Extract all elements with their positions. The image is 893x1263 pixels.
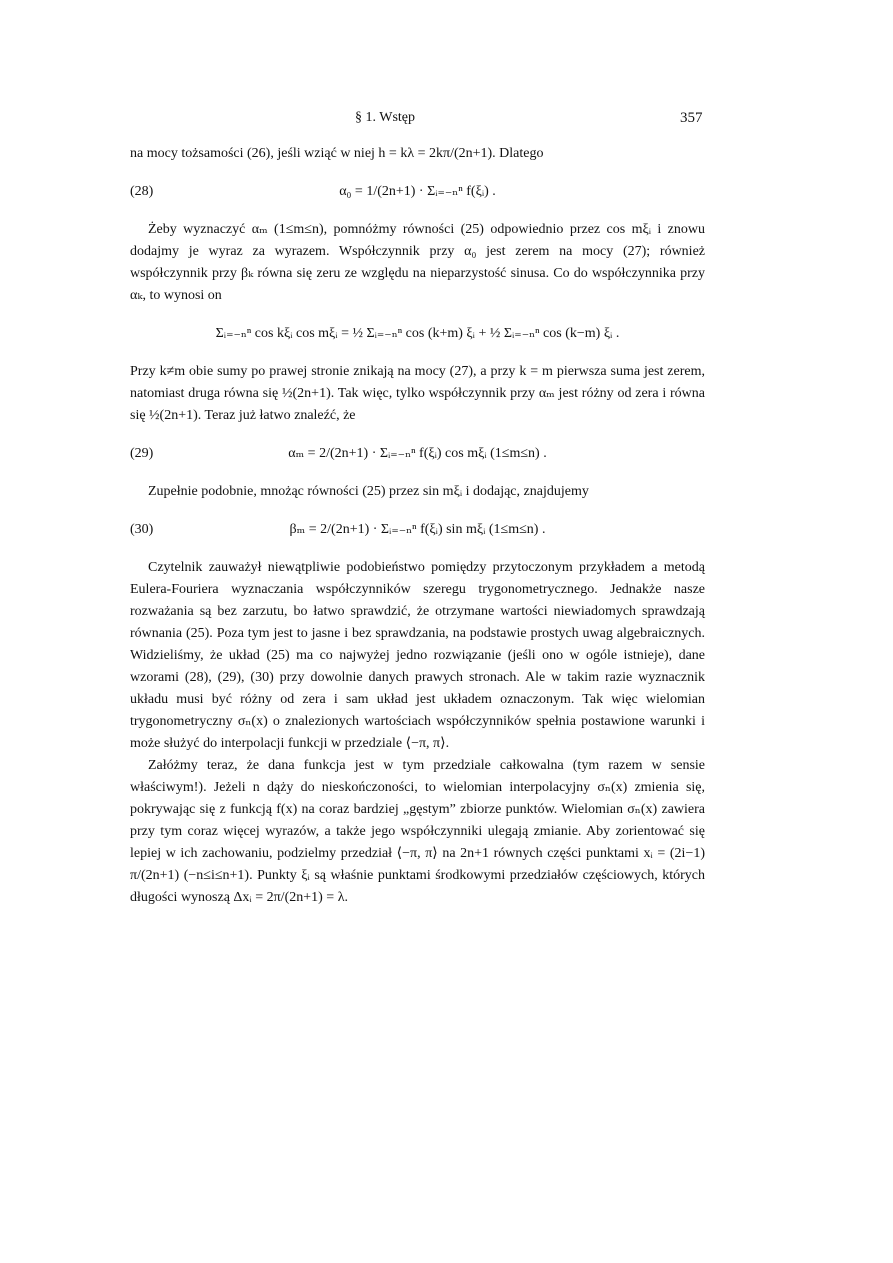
equation-product-sum	[130, 311, 705, 357]
paragraph-1: na mocy tożsamości (26), jeśli wziąć w niej h = kλ = 2kπ/(2n+1). Dlatego	[130, 146, 544, 161]
equation-29	[130, 431, 705, 477]
equation-28	[130, 169, 705, 215]
paragraph-4: Zupełnie podobnie, mnożąc równości (25) przez sin mξᵢ i dodając, znajdujemy	[148, 484, 589, 499]
page-body	[130, 143, 705, 909]
paragraph-2: Żeby wyznaczyć αₘ (1≤m≤n), pomnóżmy równości (25) odpowiednio przez cos mξᵢ i znowu dodajmy je wyraz za wyrazem. Współczynnik przy α₀ jest zerem na mocy (27); również współczynnik przy βₖ równa się zeru ze względu na nieparzystość sinusa. Co do współczynnika przy αₖ, to wynosi on	[130, 222, 705, 303]
paragraph-3: Przy k≠m obie sumy po prawej stronie znikają na mocy (27), a przy k = m pierwsza suma jest zerem, natomiast druga równa się ½(2n+1). Tak więc, tylko współczynnik przy αₘ jest różny od zera i równa się ½(2n+1). Teraz już łatwo znaleźć, że	[130, 364, 705, 423]
section-title: § 1. Wstęp	[355, 110, 416, 125]
page-number: 357	[680, 110, 703, 126]
equation-product-sum-formula: Σᵢ₌₋ₙⁿ cos kξᵢ cos mξᵢ = ½ Σᵢ₌₋ₙⁿ cos (k+m) ξᵢ + ½ Σᵢ₌₋ₙⁿ cos (k−m) ξᵢ .	[215, 326, 620, 341]
equation-30	[130, 507, 705, 553]
equation-29-label: (29)	[130, 446, 154, 461]
equation-30-formula: βₘ = 2/(2n+1) · Σᵢ₌₋ₙⁿ f(ξᵢ) sin mξᵢ (1≤m≤n) .	[289, 522, 546, 537]
equation-29-formula: αₘ = 2/(2n+1) · Σᵢ₌₋ₙⁿ f(ξᵢ) cos mξᵢ (1≤m≤n) .	[288, 446, 547, 461]
paragraph-5: Czytelnik zauważył niewątpliwie podobieństwo pomiędzy przytoczonym przykładem a metodą Eulera-Fouriera wyznaczania współczynników szeregu trygonometrycznego. Jednakże nasze rozważania są bez zarzutu, bo łatwo sprawdzić, że otrzymane wartości niewiadomych sprawdzają równania (25). Poza tym jest to jasne i bez sprawdzania, na podstawie prostych uwag algebraicznych. Widzieliśmy, że układ (25) ma co najwyżej jedno rozwiązanie (jeśli ono w ogóle istnieje), dane wzorami (28), (29), (30) przy dowolnie danych prawych stronach. Ale w takim razie wyznacznik układu musi być różny od zera i sam układ jest układem oznaczonym. Tak więc wielomian trygonometryczny σₙ(x) o znalezionych wartościach współczynników spełnia postawione warunki i może służyć do interpolacji funkcji w przedziale ⟨−π, π⟩.	[130, 560, 705, 751]
running-header	[0, 110, 893, 130]
equation-28-formula: α₀ = 1/(2n+1) · Σᵢ₌₋ₙⁿ f(ξᵢ) .	[339, 184, 496, 199]
equation-28-label: (28)	[130, 184, 154, 199]
equation-30-label: (30)	[130, 522, 154, 537]
paragraph-6: Załóżmy teraz, że dana funkcja jest w tym przedziale całkowalna (tym razem w sensie właściwym!). Jeżeli n dąży do nieskończoności, to wielomian interpolacyjny σₙ(x) zmienia się, pokrywając się z funkcją f(x) na coraz bardziej „gęstym” zbiorze punktów. Wielomian σₙ(x) zawiera przy tym coraz więcej wyrazów, a także jego współczynniki ulegają zmianie. Aby zorientować się lepiej w ich zachowaniu, podzielmy przedział ⟨−π, π⟩ na 2n+1 równych części punktami xᵢ = (2i−1) π/(2n+1) (−n≤i≤n+1). Punkty ξᵢ są właśnie punktami środkowymi przedziałów częściowych, których długości wynoszą Δxᵢ = 2π/(2n+1) = λ.	[130, 758, 705, 905]
